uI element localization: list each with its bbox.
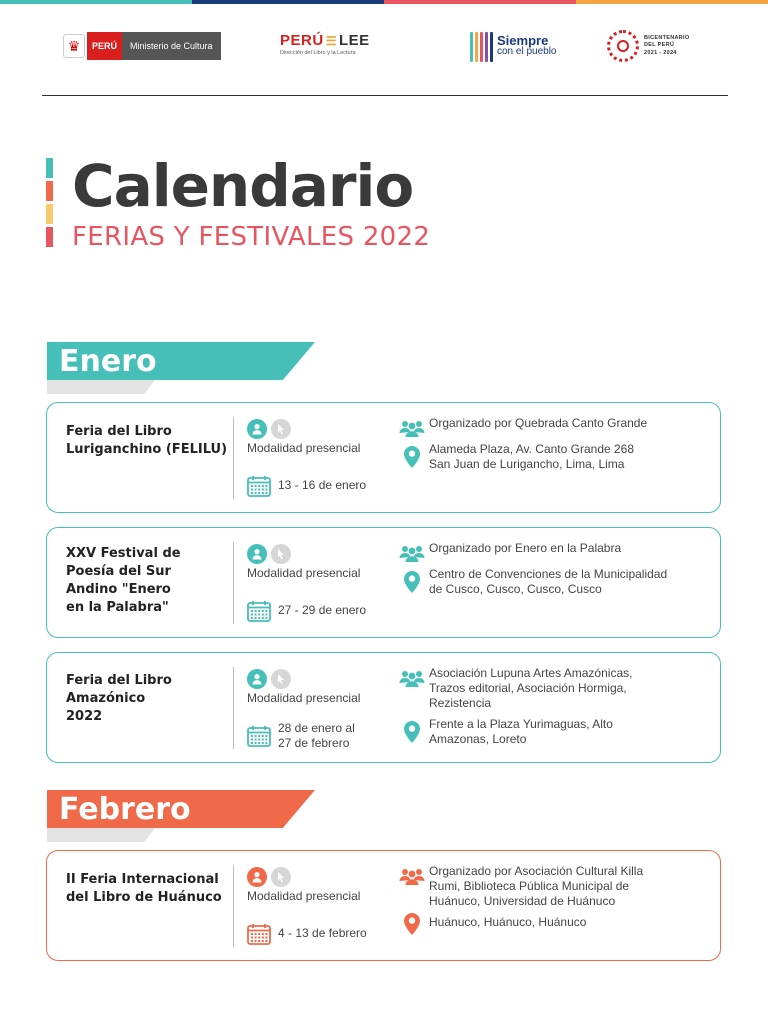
text-line: 28 de enero al bbox=[278, 721, 355, 735]
text-line: Feria del Libro bbox=[66, 673, 172, 688]
event-card bbox=[46, 402, 721, 513]
month-banner-shadow bbox=[47, 380, 155, 394]
organizer-group-icon bbox=[399, 669, 425, 687]
minc-peru-label: PERÚ bbox=[87, 32, 122, 60]
organizer-group-icon bbox=[399, 544, 425, 562]
event-name bbox=[66, 672, 231, 726]
calendar-icon bbox=[247, 923, 271, 945]
peru-lee-logo bbox=[280, 32, 370, 56]
month-banner-enero bbox=[47, 342, 317, 394]
location-pin-icon bbox=[403, 445, 421, 469]
virtual-cursor-icon bbox=[271, 544, 291, 564]
modality-label: Modalidad presencial bbox=[247, 566, 361, 580]
top-color-bar bbox=[0, 0, 768, 4]
bicent-line3: 2021 - 2024 bbox=[644, 49, 677, 56]
calendar-icon bbox=[247, 725, 271, 747]
text-line: 2022 bbox=[66, 709, 103, 724]
peru-shield-icon: ♛ bbox=[63, 34, 85, 58]
bicentenario-seal-icon bbox=[607, 30, 639, 62]
modality-label: Modalidad presencial bbox=[247, 441, 361, 455]
modality-icons bbox=[247, 867, 291, 887]
organizer-group-icon bbox=[399, 867, 425, 885]
text-line: Alameda Plaza, Av. Canto Grande 268 bbox=[429, 442, 635, 456]
minc-ministry-label: Ministerio de Cultura bbox=[122, 32, 221, 60]
event-divider bbox=[233, 542, 234, 624]
event-card bbox=[46, 652, 721, 763]
text-line: 4 - 13 de febrero bbox=[278, 926, 367, 940]
text-line: XXV Festival de bbox=[66, 546, 181, 561]
in-person-icon bbox=[247, 419, 267, 439]
siempre-con-el-pueblo-logo bbox=[470, 28, 557, 62]
event-place bbox=[429, 717, 714, 747]
bicent-line1: BICENTENARIO bbox=[644, 35, 690, 42]
event-divider bbox=[233, 865, 234, 947]
siempre-line1: Siempre bbox=[497, 32, 549, 48]
text-line: 27 de febrero bbox=[278, 736, 350, 750]
text-line: Organizado por Quebrada Canto Grande bbox=[429, 416, 648, 430]
event-place bbox=[429, 442, 714, 472]
month-banner-febrero bbox=[47, 790, 317, 842]
text-line: 27 - 29 de enero bbox=[278, 603, 367, 617]
event-date bbox=[278, 603, 366, 618]
modality-label: Modalidad presencial bbox=[247, 691, 361, 705]
event-organizer bbox=[429, 666, 709, 711]
text-line: Rumi, Biblioteca Pública Municipal de bbox=[429, 879, 630, 893]
text-line: Feria del Libro bbox=[66, 424, 172, 439]
location-pin-icon bbox=[403, 912, 421, 936]
perulee-lee: LEE bbox=[338, 32, 370, 49]
perulee-peru: PERÚ bbox=[280, 32, 324, 49]
title-accent-bars bbox=[46, 158, 53, 250]
location-pin-icon bbox=[403, 570, 421, 594]
event-place bbox=[429, 915, 714, 930]
text-line: Rezistencia bbox=[429, 696, 492, 710]
text-line: de Cusco, Cusco, Cusco, Cusco bbox=[429, 582, 602, 596]
event-card bbox=[46, 527, 721, 638]
modality-label: Modalidad presencial bbox=[247, 889, 361, 903]
header-logos bbox=[0, 26, 768, 70]
page-title: Calendario bbox=[72, 152, 414, 220]
event-card bbox=[46, 850, 721, 961]
in-person-icon bbox=[247, 669, 267, 689]
text-line: 13 - 16 de enero bbox=[278, 478, 367, 492]
virtual-cursor-icon bbox=[271, 669, 291, 689]
bicent-line2: DEL PERÚ bbox=[644, 42, 675, 49]
calendar-icon bbox=[247, 600, 271, 622]
colored-bars-icon bbox=[470, 28, 493, 62]
text-line: Asociación Lupuna Artes Amazónicas, bbox=[429, 666, 633, 680]
text-line: Trazos editorial, Asociación Hormiga, bbox=[429, 681, 627, 695]
text-line: Centro de Convenciones de la Municipalidad bbox=[429, 567, 668, 581]
text-line: Huánuco, Universidad de Huánuco bbox=[429, 894, 616, 908]
text-line: Amazónico bbox=[66, 691, 146, 706]
text-line: San Juan de Lurigancho, Lima, Lima bbox=[429, 457, 625, 471]
text-line: en la Palabra" bbox=[66, 600, 169, 615]
modality-icons bbox=[247, 669, 291, 689]
text-line: del Libro de Huánuco bbox=[66, 890, 222, 905]
event-organizer bbox=[429, 864, 709, 909]
in-person-icon bbox=[247, 867, 267, 887]
text-line: Poesía del Sur bbox=[66, 564, 171, 579]
perulee-subtitle: Dirección del Libro y la Lectura bbox=[280, 50, 356, 56]
event-organizer bbox=[429, 541, 709, 556]
event-date bbox=[278, 926, 367, 941]
event-organizer bbox=[429, 416, 709, 431]
month-label: Febrero bbox=[59, 792, 191, 827]
modality-icons bbox=[247, 419, 291, 439]
event-divider bbox=[233, 667, 234, 749]
text-line: Andino "Enero bbox=[66, 582, 171, 597]
month-label: Enero bbox=[59, 344, 157, 379]
text-line: Organizado por Asociación Cultural Killa bbox=[429, 864, 644, 878]
ministerio-cultura-logo bbox=[63, 32, 221, 60]
in-person-icon bbox=[247, 544, 267, 564]
month-banner-shadow bbox=[47, 828, 155, 842]
event-date bbox=[278, 478, 366, 493]
book-bars-icon: ☰ bbox=[325, 34, 337, 48]
event-place bbox=[429, 567, 714, 597]
siempre-line2: con el pueblo bbox=[497, 45, 557, 57]
calendar-icon bbox=[247, 475, 271, 497]
virtual-cursor-icon bbox=[271, 867, 291, 887]
event-name bbox=[66, 871, 231, 907]
bicentenario-logo bbox=[607, 30, 689, 62]
text-line: Huánuco, Huánuco, Huánuco bbox=[429, 915, 587, 929]
text-line: Amazonas, Loreto bbox=[429, 732, 527, 746]
event-name bbox=[66, 423, 231, 459]
text-line: Organizado por Enero en la Palabra bbox=[429, 541, 622, 555]
modality-icons bbox=[247, 544, 291, 564]
location-pin-icon bbox=[403, 720, 421, 744]
event-date bbox=[278, 721, 355, 751]
virtual-cursor-icon bbox=[271, 419, 291, 439]
text-line: II Feria Internacional bbox=[66, 872, 219, 887]
organizer-group-icon bbox=[399, 419, 425, 437]
text-line: Frente a la Plaza Yurimaguas, Alto bbox=[429, 717, 613, 731]
text-line: Luriganchino (FELILU) bbox=[66, 442, 228, 457]
header-divider bbox=[42, 95, 728, 96]
event-divider bbox=[233, 417, 234, 499]
page-subtitle: FERIAS Y FESTIVALES 2022 bbox=[72, 222, 431, 252]
event-name bbox=[66, 545, 231, 617]
